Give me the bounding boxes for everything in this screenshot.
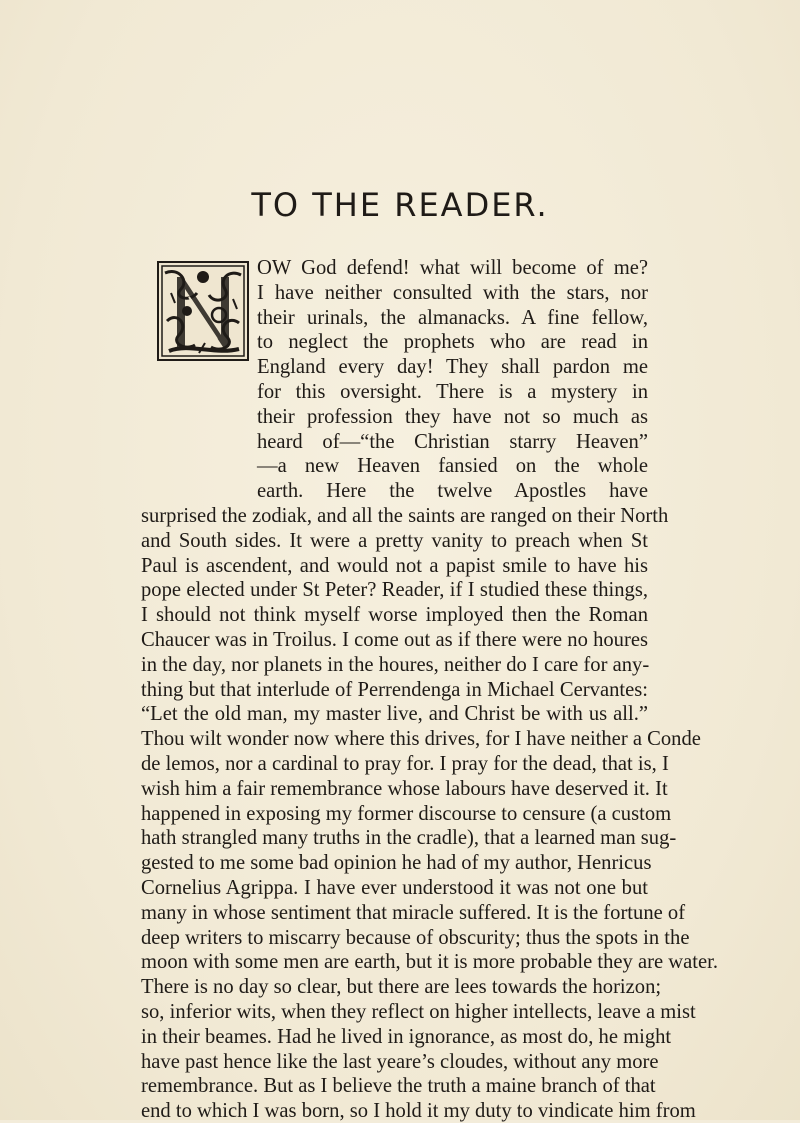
text-line: pope elected under St Peter? Reader, if I studied these things, [141,579,648,602]
text-line: many in whose sentiment that miracle suffered. It is the fortune of [141,901,686,924]
text-line: happened in exposing my former discourse to censure (a custom [141,802,672,825]
text-line: end to which I was born, so I hold it my duty to vindicate him from [141,1100,696,1123]
text-line: wish him a fair remembrance whose labours have deserved it. It [141,777,668,800]
text-line: their urinals, the almanacks. A fine fellow, [257,306,648,329]
text-line: deep writers to miscarry because of obscurity; thus the spots in the [141,926,690,949]
text-line: remembrance. But as I believe the truth a maine branch of that [141,1075,656,1098]
text-line: in the day, nor planets in the houres, neither do I care for any- [141,653,650,676]
text-line: Cornelius Agrippa. I have ever understood it was not one but [141,877,648,899]
text-line: Paul is ascendent, and would not a papist smile to have his [141,554,648,577]
text-line: Chaucer was in Troilus. I come out as if there were no houres [141,629,648,651]
page-title: TO THE READER. [251,186,549,224]
text-line: in their beames. Had he lived in ignorance, as most do, he might [141,1025,672,1048]
text-line: England every day! They shall pardon me [257,356,648,379]
text-line: and South sides. It were a pretty vanity to preach when St [141,529,648,552]
text-line: I have neither consulted with the stars, nor [257,281,648,304]
text-line: hath strangled many truths in the cradle), that a learned man sug- [141,827,677,850]
text-line: so, inferior wits, when they reflect on higher intellects, leave a mist [141,1001,696,1023]
text-line: OW God defend! what will become of me? [257,257,648,279]
text-line: de lemos, nor a cardinal to pray for. I pray for the dead, that is, I [141,753,669,775]
text-line: to neglect the prophets who are read in [257,331,648,354]
ornamental-initial-letter-image [159,263,247,359]
text-line: for this oversight. There is a mystery in [257,381,648,403]
text-line: —a new Heaven fansied on the whole [257,455,648,478]
text-line: There is no day so clear, but there are lees towards the horizon; [141,976,662,999]
ornamental-drop-cap-n [157,261,249,361]
text-line: moon with some men are earth, but it is more probable they are water. [141,951,719,974]
text-line: heard of—“the Christian starry Heaven” [257,430,648,453]
text-line: earth. Here the twelve Apostles have [257,480,648,503]
text-line: their profession they have not so much as [257,405,648,428]
text-line: I should not think myself worse imployed then the Roman [141,604,648,627]
text-line: have past hence like the last yeare’s cloudes, without any more [141,1050,659,1073]
text-line: gested to me some bad opinion he had of my author, Henricus [141,852,652,875]
text-line: “Let the old man, my master live, and Christ be with us all.” [141,703,648,726]
text-line: thing but that interlude of Perrendenga in Michael Cervantes: [141,678,648,701]
text-line: surprised the zodiak, and all the saints are ranged on their North [141,505,669,527]
text-line: Thou wilt wonder now where this drives, for I have neither a Conde [141,728,701,751]
